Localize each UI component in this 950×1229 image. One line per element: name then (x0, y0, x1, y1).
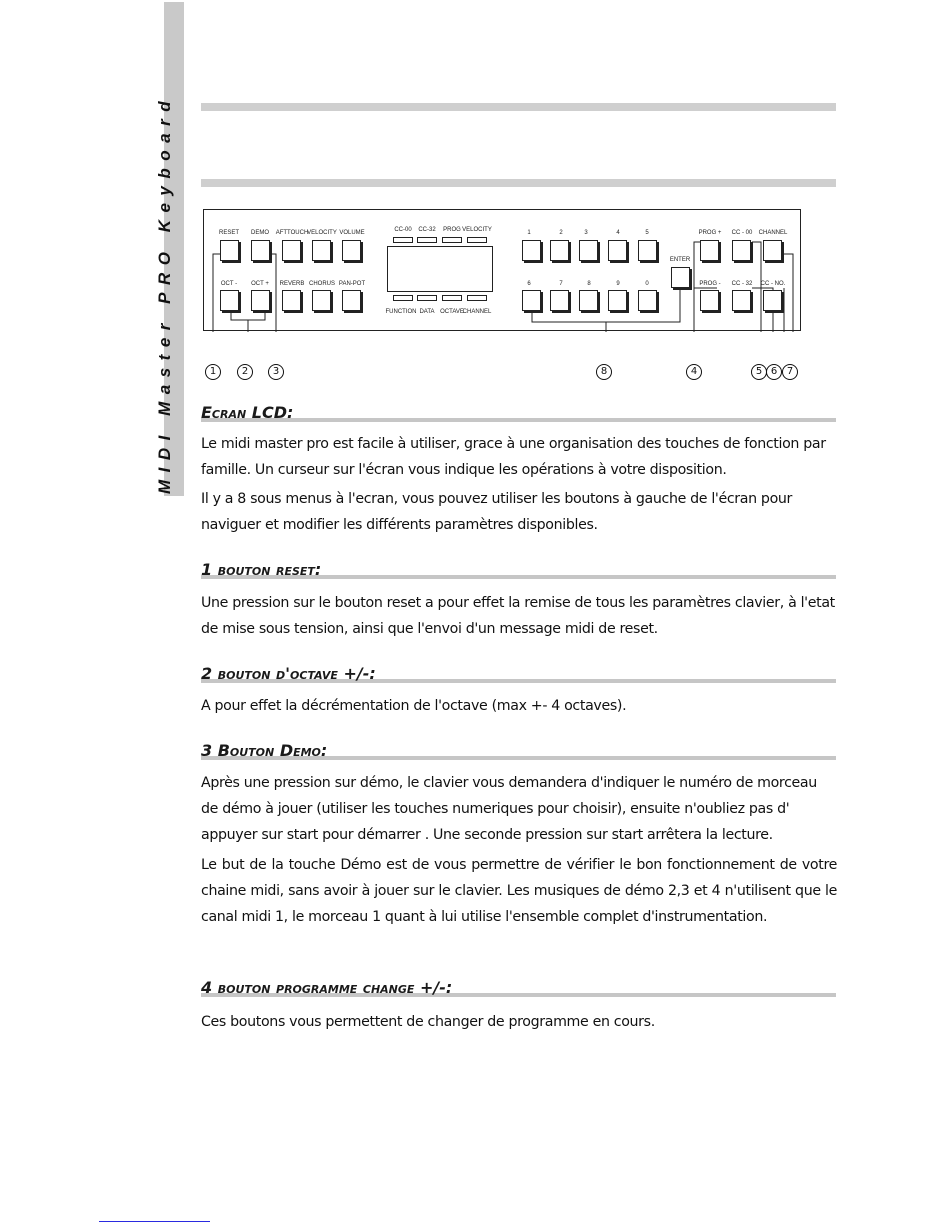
numpad-7-button[interactable] (550, 290, 569, 311)
label-prog-plus: PROG + (698, 230, 722, 236)
lcd-cursor-tab (417, 295, 437, 301)
lcd-cursor-tab (442, 237, 462, 243)
label-demo: DEMO (251, 230, 269, 236)
callout-7: 7 (782, 364, 798, 380)
cc00-button[interactable] (732, 240, 751, 261)
lcd-cursor-tab (467, 237, 487, 243)
numpad-label-2: 2 (559, 230, 563, 236)
section-header-prog-change (201, 975, 836, 997)
section-title: 1 bouton reset: (201, 560, 322, 579)
section-title: 3 Bouton Demo: (201, 741, 328, 760)
numpad-label-8: 8 (587, 281, 591, 287)
section-header-reset (201, 557, 836, 579)
label-cc32: CC - 32 (731, 281, 753, 287)
reverb-button[interactable] (282, 290, 301, 311)
numpad-label-5: 5 (645, 230, 649, 236)
numpad-5-button[interactable] (638, 240, 657, 261)
lcd-label-channel: CHANNEL (462, 309, 492, 315)
label-reverb: REVERB (279, 281, 305, 287)
reset-button[interactable] (220, 240, 239, 261)
channel-button[interactable] (763, 240, 782, 261)
demo-button[interactable] (251, 240, 270, 261)
callout-4: 4 (686, 364, 702, 380)
numpad-9-button[interactable] (608, 290, 627, 311)
label-oct-minus: OCT - (220, 281, 238, 287)
prog-change-paragraph: Ces boutons vous permettent de changer de programme en cours. (201, 1014, 655, 1030)
callout-3: 3 (268, 364, 284, 380)
header-band-bottom (201, 179, 836, 187)
side-title: MIDI Master PRO Keyboard (155, 93, 174, 494)
numpad-8-button[interactable] (579, 290, 598, 311)
lcd-paragraph-1: Le midi master pro est facile à utiliser, grace à une organisation des touches de fonction par famille. Un curseur sur l'écran vous indique les opérations à votre disposition. (201, 436, 826, 478)
numpad-1-button[interactable] (522, 240, 541, 261)
section-header-demo (201, 738, 836, 760)
numpad-label-6: 6 (527, 281, 531, 287)
octave-paragraph: A pour effet la décrémentation de l'octave (max +- 4 octaves). (201, 698, 627, 714)
lcd-label-cc00: CC-00 (394, 227, 412, 233)
label-volume: VOLUME (339, 230, 365, 236)
callout-8: 8 (596, 364, 612, 380)
lcd-label-prog: PROG (443, 227, 461, 233)
demo-paragraph-2: Le but de la touche Démo est de vous permettre de vérifier le bon fonctionnement de votre chaine midi, sans avoir à jouer sur le clavier. Les musiques de démo 2,3 et 4 n'utilisent que le canal midi 1, le morceau 1 quant à lui utilise l'ensemble complet d'instrumentation. (201, 857, 837, 925)
callout-1: 1 (205, 364, 221, 380)
section-title: 4 bouton programme change +/-: (201, 978, 453, 997)
label-oct-plus: OCT + (251, 281, 269, 287)
section-title: Ecran LCD: (201, 403, 294, 422)
section-header-lcd (201, 400, 836, 422)
callout-5: 5 (751, 364, 767, 380)
lcd-label-velocity: VELOCITY (462, 227, 492, 233)
enter-button[interactable] (671, 267, 690, 288)
pan-pot-button[interactable] (342, 290, 361, 311)
demo-paragraph-1: Après une pression sur démo, le clavier vous demandera d'indiquer le numéro de morceau de démo à jouer (utiliser les touches numeriques pour choisir), ensuite n'oubliez pas d' appuyer sur start pour démarrer . Une seconde pression sur start arrêtera la lecture. (201, 775, 817, 843)
lcd-label-function: FUNCTION (385, 309, 417, 315)
label-channel: CHANNEL (758, 230, 788, 236)
velocity-button[interactable] (312, 240, 331, 261)
numpad-label-1: 1 (527, 230, 531, 236)
prog-minus-button[interactable] (700, 290, 719, 311)
callout-2: 2 (237, 364, 253, 380)
volume-button[interactable] (342, 240, 361, 261)
label-velocity: VELOCITY (307, 230, 337, 236)
label-cc00: CC - 00 (731, 230, 753, 236)
label-pan-pot: PAN-POT (338, 281, 366, 287)
numpad-6-button[interactable] (522, 290, 541, 311)
numpad-label-3: 3 (584, 230, 588, 236)
lcd-label-cc32: CC-32 (418, 227, 436, 233)
numpad-label-7: 7 (559, 281, 563, 287)
numpad-label-9: 9 (616, 281, 620, 287)
numpad-label-0: 0 (645, 281, 649, 287)
lcd-cursor-tab (417, 237, 437, 243)
panel-leader-lines (204, 210, 802, 332)
lcd-cursor-tab (393, 237, 413, 243)
lcd-screen (387, 246, 493, 292)
label-cc-no: CC - NO. (760, 281, 786, 287)
numpad-label-4: 4 (616, 230, 620, 236)
reset-paragraph: Une pression sur le bouton reset a pour effet la remise de tous les paramètres clavier, à l'etat de mise sous tension, ainsi que l'envoi d'un message midi de reset. (201, 595, 835, 637)
label-enter: ENTER (669, 257, 691, 263)
oct-minus-button[interactable] (220, 290, 239, 311)
section-rule (201, 418, 836, 422)
label-prog-minus: PROG - (699, 281, 721, 287)
front-panel-diagram (203, 209, 801, 331)
footer-link-line (99, 1221, 210, 1222)
label-chorus: CHORUS (308, 281, 336, 287)
lcd-cursor-tab (393, 295, 413, 301)
cc-no-button[interactable] (763, 290, 782, 311)
numpad-3-button[interactable] (579, 240, 598, 261)
section-title: 2 bouton d'octave +/-: (201, 664, 376, 683)
lcd-paragraph-2: Il y a 8 sous menus à l'ecran, vous pouvez utiliser les boutons à gauche de l'écran pour naviguer et modifier les différents paramètres disponibles. (201, 491, 793, 533)
section-header-octave (201, 661, 836, 683)
callout-6: 6 (766, 364, 782, 380)
label-afttouch: AFTTOUCH (275, 230, 309, 236)
numpad-2-button[interactable] (550, 240, 569, 261)
lcd-cursor-tab (467, 295, 487, 301)
oct-plus-button[interactable] (251, 290, 270, 311)
lcd-label-octave: OCTAVE (440, 309, 464, 315)
prog-plus-button[interactable] (700, 240, 719, 261)
header-band-top (201, 103, 836, 111)
afttouch-button[interactable] (282, 240, 301, 261)
chorus-button[interactable] (312, 290, 331, 311)
label-reset: RESET (218, 230, 240, 236)
numpad-4-button[interactable] (608, 240, 627, 261)
numpad-0-button[interactable] (638, 290, 657, 311)
cc32-button[interactable] (732, 290, 751, 311)
lcd-cursor-tab (442, 295, 462, 301)
lcd-label-data: DATA (419, 309, 435, 315)
